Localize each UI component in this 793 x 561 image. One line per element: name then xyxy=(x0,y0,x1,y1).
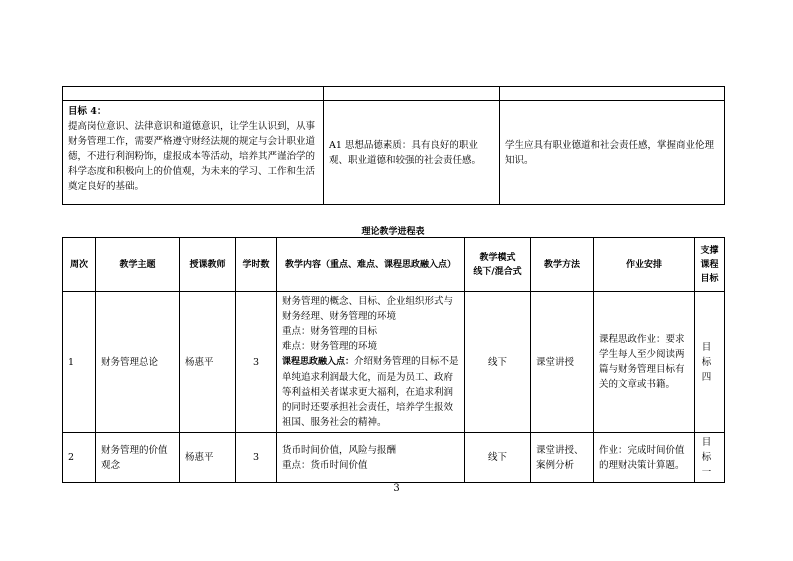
ideo-paragraph xyxy=(282,354,459,430)
objective-table xyxy=(62,86,725,205)
header-week: 周次 xyxy=(63,238,96,292)
header-goal: 支撑课程目标 xyxy=(695,238,725,292)
week-cell: 2 xyxy=(63,433,96,483)
header-method: 教学方法 xyxy=(531,238,594,292)
schedule-table xyxy=(62,237,725,483)
topic-cell: 财务管理的价值观念 xyxy=(96,433,180,483)
header-topic: 教学主题 xyxy=(96,238,180,292)
ideo-text: 介绍财务管理的目标不是单纯追求利润最大化，而是为员工、政府等利益相关者谋求更大福利，在追求利润的同时还要承担社会责任，培养学生报效祖国、服务社会的精神。 xyxy=(282,356,459,428)
difficulty: 难点：财务管理的环境 xyxy=(282,341,378,352)
content-cell xyxy=(277,433,465,483)
key-point: 重点：货币时间价值 xyxy=(282,459,368,471)
empty-cell xyxy=(324,87,500,101)
table-row xyxy=(63,433,725,483)
mode-cell: 线下 xyxy=(465,433,531,483)
ideo-label: 课程思政融入点： xyxy=(282,357,355,367)
page-number: 3 xyxy=(393,483,400,494)
week-cell: 1 xyxy=(63,292,96,433)
topic-cell: 财务管理总论 xyxy=(96,292,180,433)
mode-cell: 线下 xyxy=(465,292,531,433)
header-content: 教学内容（重点、难点、课程思政融入点） xyxy=(277,238,465,292)
method-cell: 课堂讲授 xyxy=(531,292,594,433)
goal-title: 目标 4： xyxy=(68,106,107,117)
method-cell: 课堂讲授、案例分析 xyxy=(531,433,594,483)
header-row xyxy=(63,238,725,292)
hours-cell: 3 xyxy=(236,292,277,433)
requirement-cell: 学生应具有职业德道和社会责任感，掌握商业伦理知识。 xyxy=(500,101,725,205)
content-main: 货币时间价值，风险与报酬 xyxy=(282,444,397,456)
goal-text: 提高岗位意识、法律意识和道德意识，让学生认识到，从事财务管理工作，需要严格遵守财经法规的规定与会计职业道德，不进行利润粉饰，虚报成本等活动，培养其严谨治学的科学态度和积极向上的价值观，为未来的学习、工作和生活奠定良好的基础。 xyxy=(68,121,316,192)
goal-cell: 目标一 xyxy=(695,433,725,483)
header-teacher: 授课教师 xyxy=(180,238,236,292)
header-hours: 学时数 xyxy=(236,238,277,292)
table-row xyxy=(63,292,725,433)
a1-cell: A1 思想品德素质：具有良好的职业观、职业道德和较强的社会责任感。 xyxy=(324,101,500,205)
empty-cell xyxy=(63,87,324,101)
homework-cell: 课程思政作业：要求学生每人至少阅读两篇与财务管理目标有关的文章或书籍。 xyxy=(594,292,695,433)
content-cell xyxy=(277,292,465,433)
schedule-caption: 理论教学进程表 xyxy=(361,227,425,237)
key-point: 重点：财务管理的目标 xyxy=(282,326,378,337)
homework-cell: 作业：完成时间价值的理财决策计算题。 xyxy=(594,433,695,483)
teacher-cell: 杨惠平 xyxy=(180,433,236,483)
teacher-cell: 杨惠平 xyxy=(180,292,236,433)
header-mode: 教学模式 线下/混合式 xyxy=(465,238,531,292)
header-homework: 作业安排 xyxy=(594,238,695,292)
content-main: 财务管理的概念、目标、企业组织形式与财务经理、财务管理的环境 xyxy=(282,296,454,322)
goal-cell: 目标四 xyxy=(695,292,725,433)
hours-cell: 3 xyxy=(236,433,277,483)
goal-cell xyxy=(63,101,324,205)
empty-cell xyxy=(500,87,725,101)
